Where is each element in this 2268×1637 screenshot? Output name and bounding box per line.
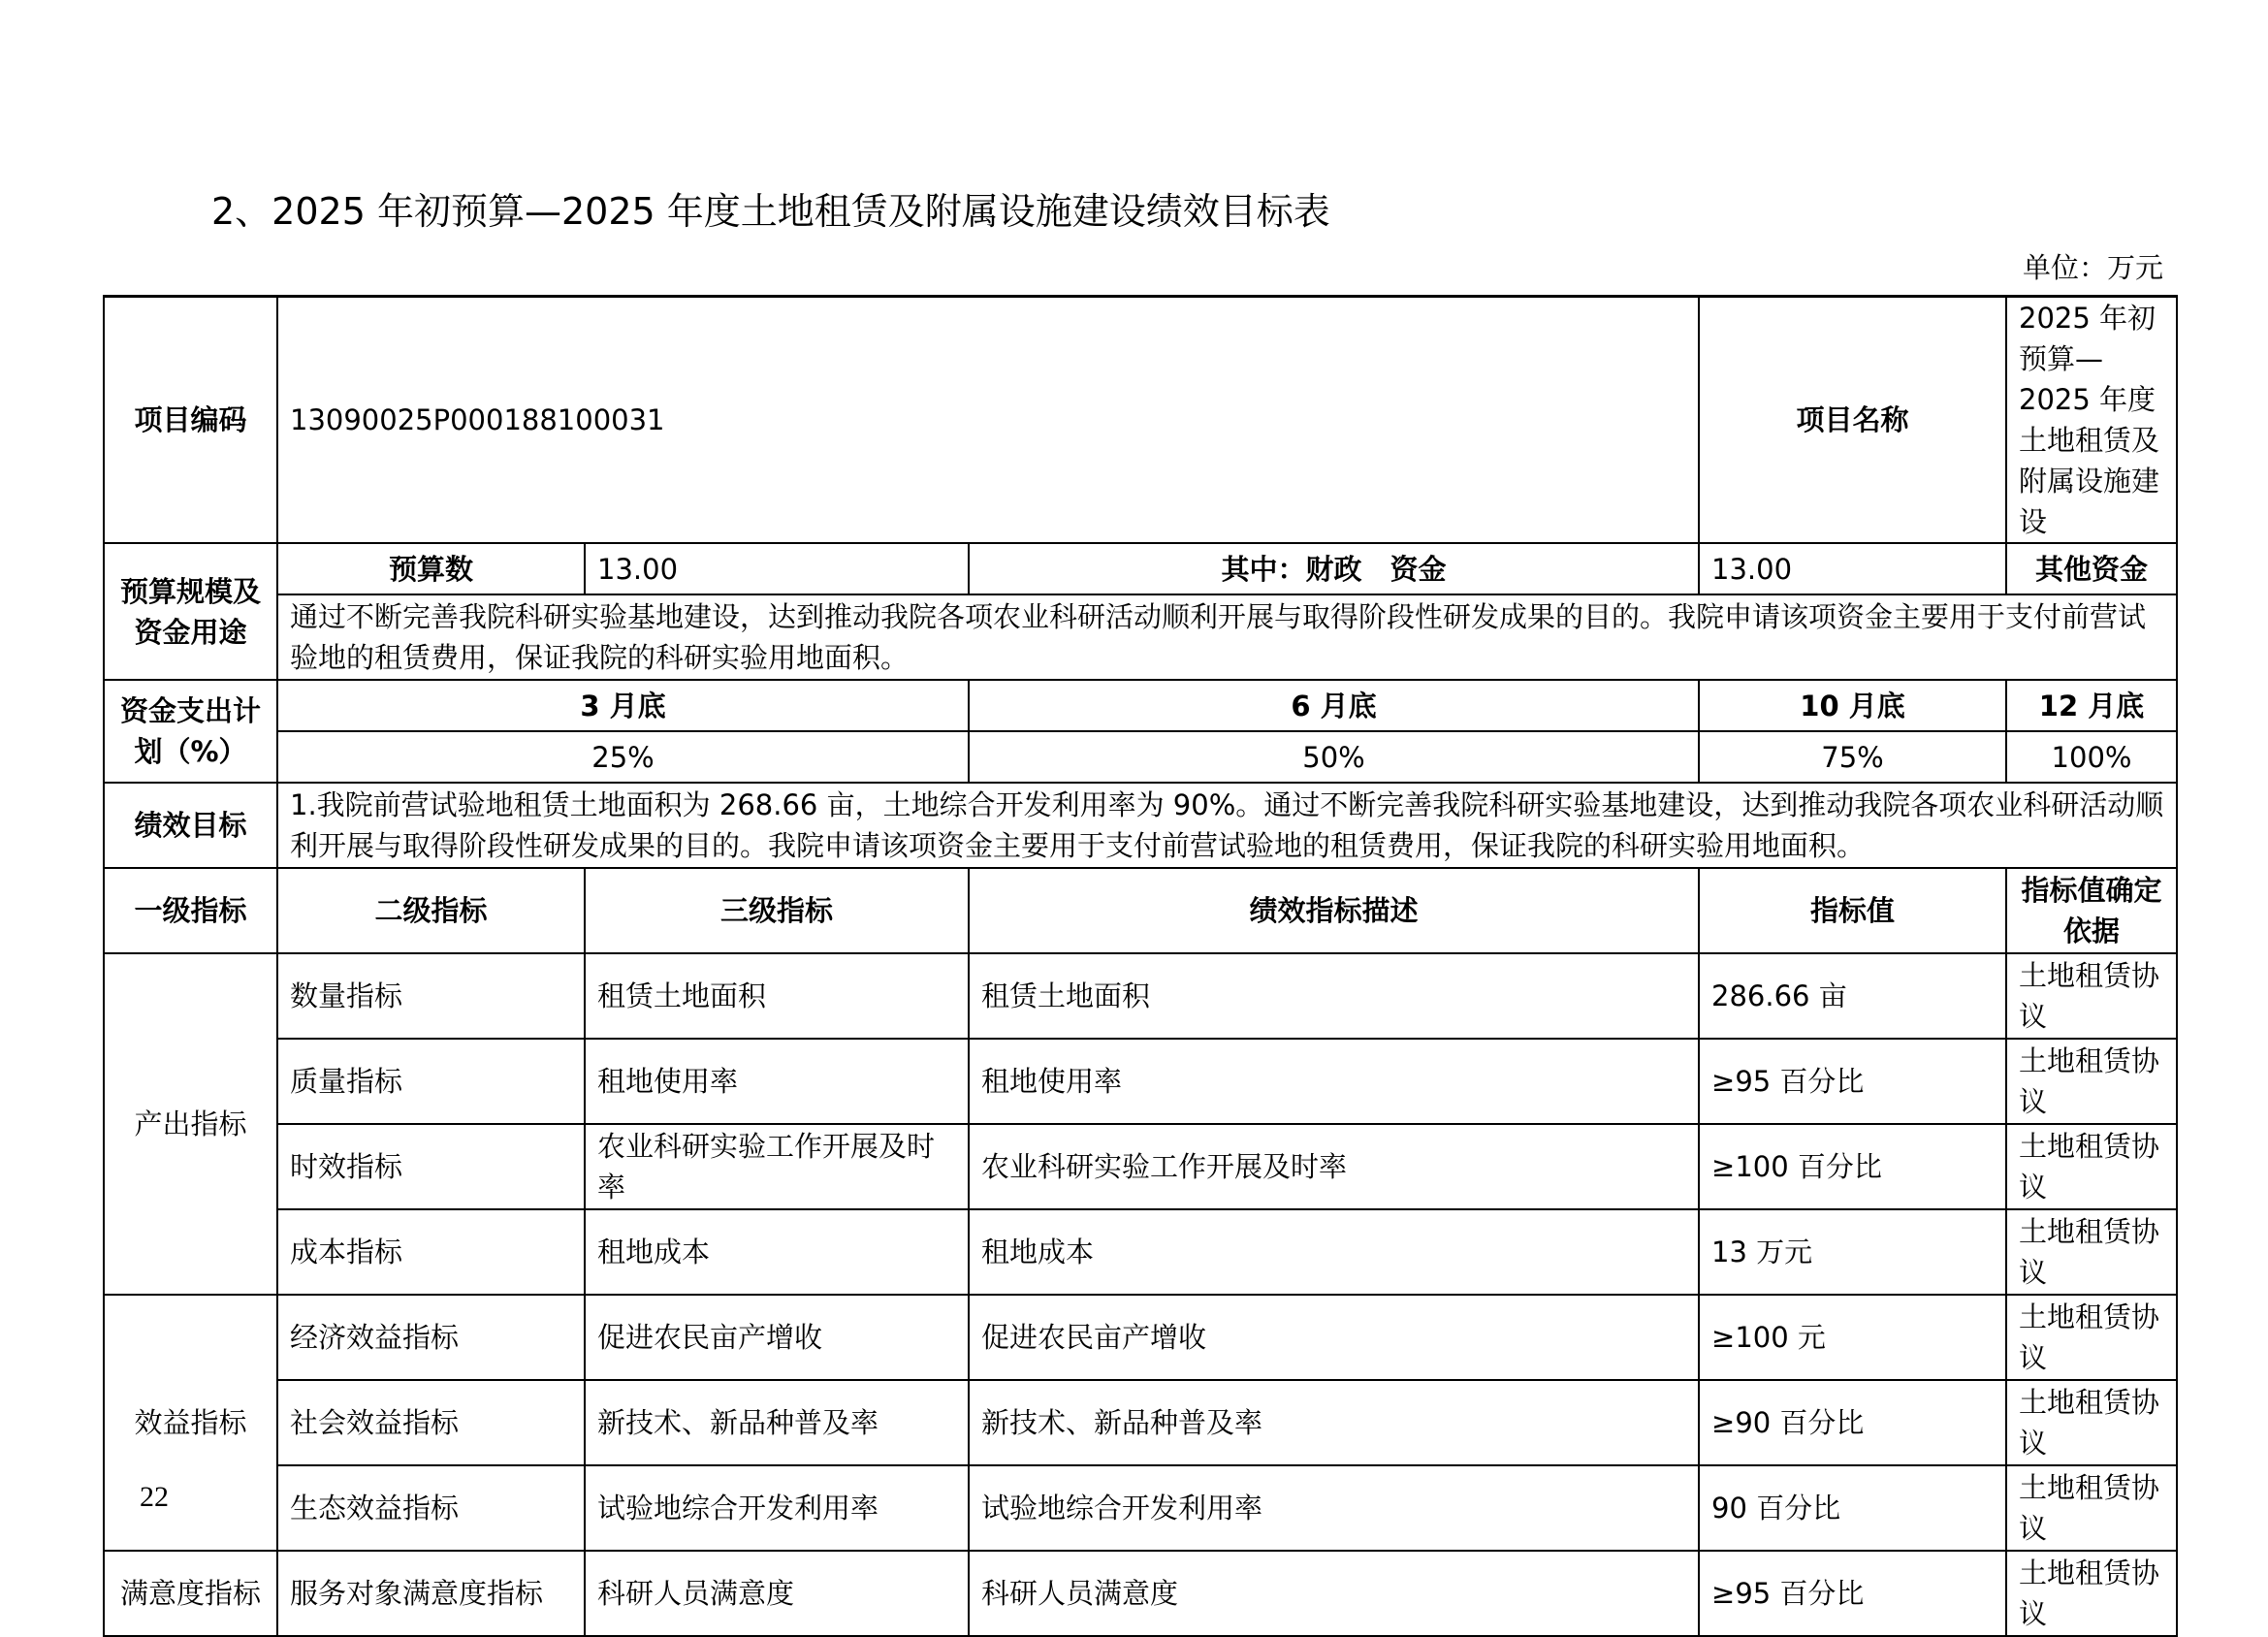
level1-satisfaction: 满意度指标 — [104, 1551, 277, 1636]
header-level2: 二级指标 — [277, 868, 585, 953]
level3-cell: 租地成本 — [585, 1209, 969, 1295]
description-cell: 租地成本 — [969, 1209, 1699, 1295]
level1-output: 产出指标 — [104, 953, 277, 1295]
description-cell: 租赁土地面积 — [969, 953, 1699, 1039]
level3-cell: 租赁土地面积 — [585, 953, 969, 1039]
basis-cell: 土地租赁协议 — [2006, 1380, 2177, 1465]
level2-cell: 时效指标 — [277, 1124, 585, 1209]
budget-amount-value: 13.00 — [585, 543, 969, 594]
level3-cell: 科研人员满意度 — [585, 1551, 969, 1636]
document-title: 2、2025 年初预算—2025 年度土地租赁及附属设施建设绩效目标表 — [211, 190, 1330, 233]
description-cell: 科研人员满意度 — [969, 1551, 1699, 1636]
unit-label: 单位：万元 — [2022, 251, 2163, 284]
description-cell: 试验地综合开发利用率 — [969, 1465, 1699, 1551]
basis-cell: 土地租赁协议 — [2006, 1551, 2177, 1636]
basis-cell: 土地租赁协议 — [2006, 1465, 2177, 1551]
plan-value-dec: 100% — [2006, 731, 2177, 783]
level2-cell: 经济效益指标 — [277, 1295, 585, 1380]
header-basis: 指标值确定依据 — [2006, 868, 2177, 953]
value-cell: 13 万元 — [1699, 1209, 2006, 1295]
level3-cell: 新技术、新品种普及率 — [585, 1380, 969, 1465]
plan-value-mar: 25% — [277, 731, 969, 783]
project-code-value: 13090025P000188100031 — [277, 297, 1699, 544]
basis-cell: 土地租赁协议 — [2006, 1209, 2177, 1295]
fiscal-fund-value: 13.00 — [1699, 543, 2006, 594]
budget-amount-label: 预算数 — [277, 543, 585, 594]
value-cell: ≥100 百分比 — [1699, 1124, 2006, 1209]
description-cell: 农业科研实验工作开展及时率 — [969, 1124, 1699, 1209]
level2-cell: 社会效益指标 — [277, 1380, 585, 1465]
value-cell: ≥95 百分比 — [1699, 1039, 2006, 1124]
basis-cell: 土地租赁协议 — [2006, 953, 2177, 1039]
budget-scale-label: 预算规模及资金用途 — [104, 543, 277, 680]
description-cell: 租地使用率 — [969, 1039, 1699, 1124]
plan-value-oct: 75% — [1699, 731, 2006, 783]
basis-cell: 土地租赁协议 — [2006, 1295, 2177, 1380]
level2-cell: 服务对象满意度指标 — [277, 1551, 585, 1636]
level2-cell: 成本指标 — [277, 1209, 585, 1295]
plan-period-oct: 10 月底 — [1699, 680, 2006, 731]
level3-cell: 农业科研实验工作开展及时率 — [585, 1124, 969, 1209]
plan-period-jun: 6 月底 — [969, 680, 1699, 731]
page-number: 22 — [140, 1481, 169, 1513]
level2-cell: 生态效益指标 — [277, 1465, 585, 1551]
performance-goal-text: 1.我院前营试验地租赁土地面积为 268.66 亩，土地综合开发利用率为 90%。通过不断完善我院科研实验基地建设，达到推动我院各项农业科研活动顺利开展与取得阶段性研发成果的目的。我院申请该项资金主要用于支付前营试验地的租赁费用，保证我院的科研实验用地面积。 — [277, 783, 2177, 868]
performance-goal-label: 绩效目标 — [104, 783, 277, 868]
level2-cell: 质量指标 — [277, 1039, 585, 1124]
level3-cell: 试验地综合开发利用率 — [585, 1465, 969, 1551]
basis-cell: 土地租赁协议 — [2006, 1039, 2177, 1124]
fiscal-fund-label: 其中：财政 资金 — [969, 543, 1699, 594]
project-name-value: 2025 年初预算—2025 年度土地租赁及附属设施建设 — [2006, 297, 2177, 544]
project-code-label: 项目编码 — [104, 297, 277, 544]
value-cell: 90 百分比 — [1699, 1465, 2006, 1551]
value-cell: 286.66 亩 — [1699, 953, 2006, 1039]
level2-cell: 数量指标 — [277, 953, 585, 1039]
value-cell: ≥100 元 — [1699, 1295, 2006, 1380]
basis-cell: 土地租赁协议 — [2006, 1124, 2177, 1209]
fund-purpose-text: 通过不断完善我院科研实验基地建设，达到推动我院各项农业科研活动顺利开展与取得阶段性研发成果的目的。我院申请该项资金主要用于支付前营试验地的租赁费用，保证我院的科研实验用地面积。 — [277, 594, 2177, 680]
description-cell: 促进农民亩产增收 — [969, 1295, 1699, 1380]
header-description: 绩效指标描述 — [969, 868, 1699, 953]
plan-period-dec: 12 月底 — [2006, 680, 2177, 731]
description-cell: 新技术、新品种普及率 — [969, 1380, 1699, 1465]
level3-cell: 租地使用率 — [585, 1039, 969, 1124]
plan-value-jun: 50% — [969, 731, 1699, 783]
level3-cell: 促进农民亩产增收 — [585, 1295, 969, 1380]
plan-period-mar: 3 月底 — [277, 680, 969, 731]
project-name-label: 项目名称 — [1699, 297, 2006, 544]
value-cell: ≥95 百分比 — [1699, 1551, 2006, 1636]
header-level1: 一级指标 — [104, 868, 277, 953]
header-value: 指标值 — [1699, 868, 2006, 953]
level1-benefit: 效益指标 — [104, 1295, 277, 1551]
value-cell: ≥90 百分比 — [1699, 1380, 2006, 1465]
header-level3: 三级指标 — [585, 868, 969, 953]
spending-plan-label: 资金支出计划（%） — [104, 680, 277, 783]
performance-target-table — [103, 295, 2178, 1637]
other-fund-label: 其他资金 — [2006, 543, 2177, 594]
